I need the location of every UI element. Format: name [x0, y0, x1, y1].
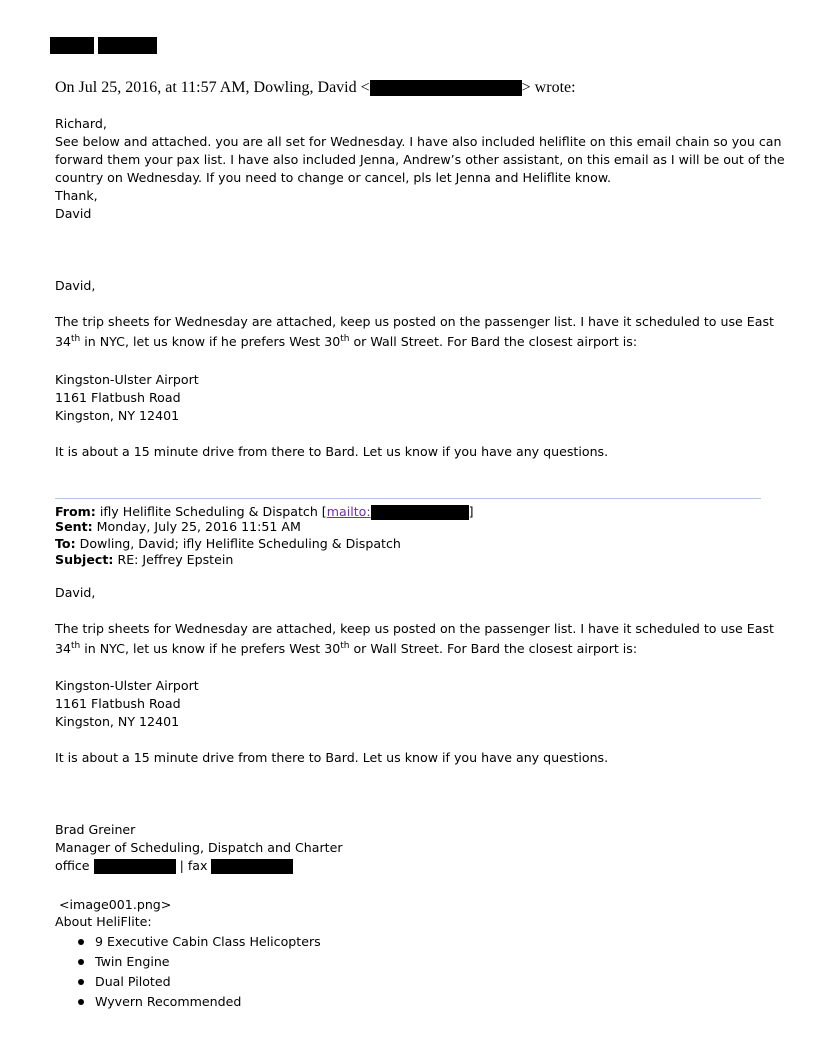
reply-header-line: On Jul 25, 2016, at 11:57 AM, Dowling, David < > wrote:: [55, 79, 576, 96]
address-line: 1161 Flatbush Road: [55, 696, 181, 711]
redacted-email: [371, 505, 469, 520]
quoted-greeting: David,: [55, 585, 96, 600]
address-line: 1161 Flatbush Road: [55, 390, 181, 405]
bullet-icon: [78, 979, 84, 985]
quoted-body-line: 34th in NYC, let us know if he prefers West 30th or Wall Street. For Bard the closest airport is:: [55, 640, 638, 656]
subject-line: Subject: RE: Jeffrey Epstein: [55, 552, 234, 567]
reply-signature: David: [55, 206, 92, 221]
signature-name: Brad Greiner: [55, 822, 136, 837]
feature-list: [55, 932, 321, 1012]
signature-contact: office | fax: [55, 857, 293, 875]
signature-title: Manager of Scheduling, Dispatch and Charter: [55, 840, 343, 855]
address-line: Kingston-Ulster Airport: [55, 678, 199, 693]
quoted-body-line: The trip sheets for Wednesday are attached, keep us posted on the passenger list. I have it scheduled to use East: [55, 314, 774, 329]
bullet-icon: [78, 999, 84, 1005]
sent-line: Sent: Monday, July 25, 2016 11:51 AM: [55, 519, 301, 534]
image-placeholder: <image001.png>: [59, 897, 172, 912]
from-line: From: ifly Heliflite Scheduling & Dispatch [mailto: ]: [55, 504, 474, 519]
list-item: Wyvern Recommended: [55, 992, 321, 1012]
redaction-block: [50, 37, 94, 54]
address-line: Kingston, NY 12401: [55, 408, 180, 423]
bullet-icon: [78, 939, 84, 945]
reply-greeting: Richard,: [55, 116, 107, 131]
reply-signoff: Thank,: [55, 188, 98, 203]
list-item: Twin Engine: [55, 952, 321, 972]
reply-body-line: forward them your pax list. I have also included Jenna, Andrew’s other assistant, on this email as I will be out of the: [55, 152, 785, 167]
about-heading: About HeliFlite:: [55, 914, 152, 929]
quoted-body-line: The trip sheets for Wednesday are attached, keep us posted on the passenger list. I have it scheduled to use East: [55, 621, 774, 636]
email-divider: [55, 498, 761, 499]
quoted-greeting: David,: [55, 278, 96, 293]
quoted-closing: It is about a 15 minute drive from there to Bard. Let us know if you have any questions.: [55, 444, 609, 459]
reply-body-line: country on Wednesday. If you need to change or cancel, pls let Jenna and Heliflite know.: [55, 170, 611, 185]
redacted-phone: [94, 859, 176, 874]
address-line: Kingston, NY 12401: [55, 714, 180, 729]
quoted-closing: It is about a 15 minute drive from there to Bard. Let us know if you have any questions.: [55, 750, 609, 765]
bullet-icon: [78, 959, 84, 965]
list-item: Dual Piloted: [55, 972, 321, 992]
list-item: 9 Executive Cabin Class Helicopters: [55, 932, 321, 952]
redaction-block: [98, 37, 157, 54]
redacted-email: [370, 80, 522, 96]
address-line: Kingston-Ulster Airport: [55, 372, 199, 387]
to-line: To: Dowling, David; ifly Heliflite Scheduling & Dispatch: [55, 536, 401, 551]
mailto-link[interactable]: mailto:: [326, 504, 371, 519]
redacted-fax: [211, 859, 293, 874]
quoted-body-line: 34th in NYC, let us know if he prefers West 30th or Wall Street. For Bard the closest airport is:: [55, 333, 638, 349]
reply-body-line: See below and attached. you are all set for Wednesday. I have also included heliflite on this email chain so you can: [55, 134, 782, 149]
